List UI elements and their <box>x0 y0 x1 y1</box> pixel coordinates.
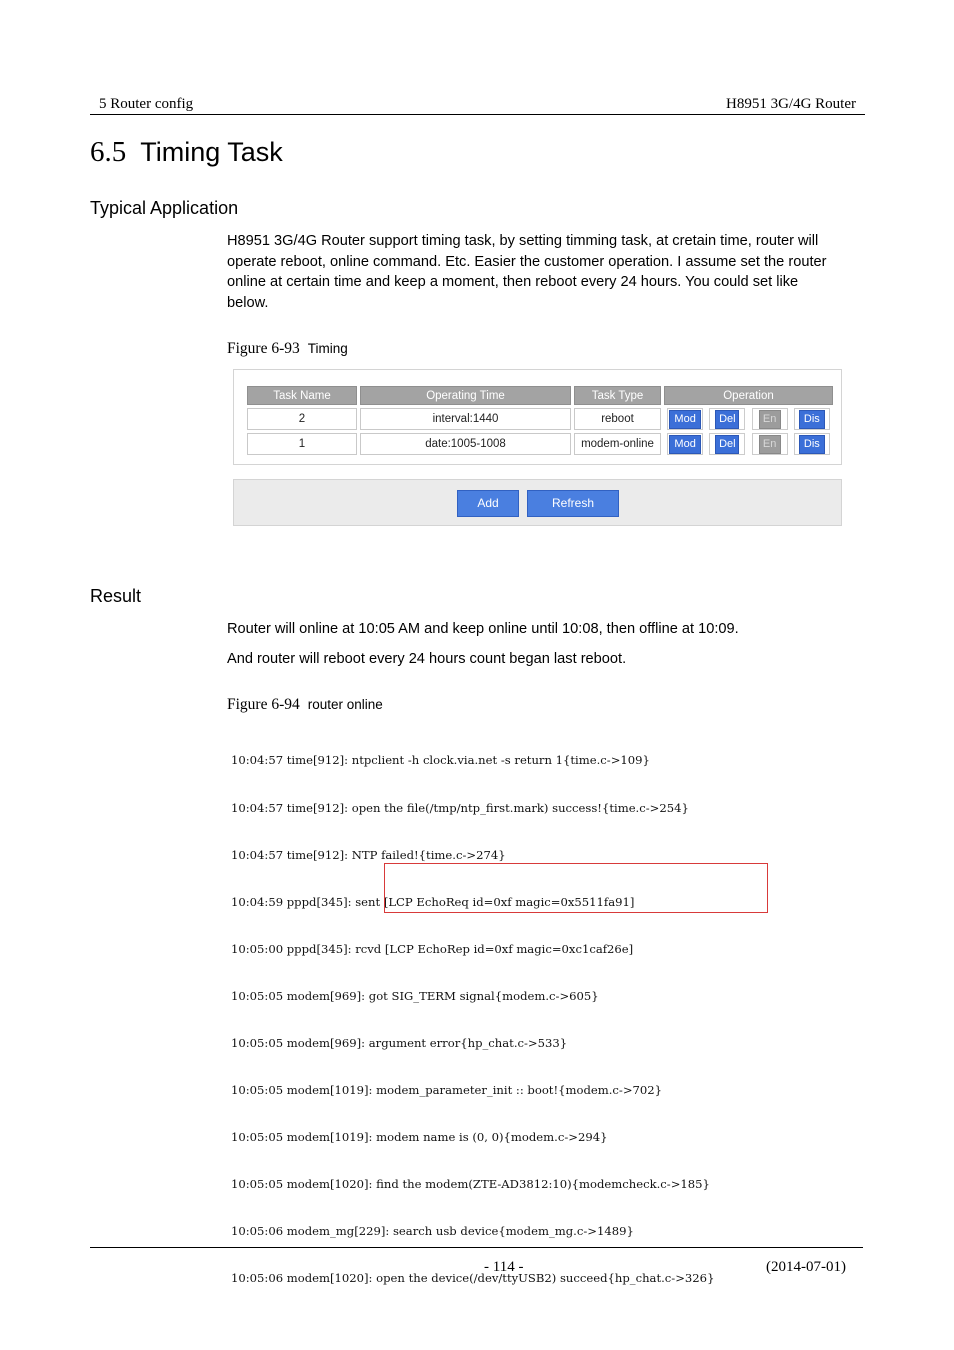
heading-typical-application: Typical Application <box>90 198 239 218</box>
log-line: 10:04:59 pppd[345]: sent [LCP EchoReq id=0xf magic=0x5511fa91] <box>231 894 635 909</box>
header-chapter: 5 Router config <box>99 96 194 112</box>
footer-date: (2014-07-01) <box>766 1259 846 1275</box>
result-line-2: And router will reboot every 24 hours count began last reboot. <box>227 651 627 667</box>
dis-button[interactable]: Dis <box>799 410 825 429</box>
log-line: 10:05:05 modem[1020]: find the modem(ZTE-AD3812:10){modemcheck.c->185} <box>231 1177 710 1192</box>
paragraph-line: below. <box>227 294 269 311</box>
figure-94-number: Figure 6-94 <box>227 696 300 713</box>
log-line: 10:05:06 modem_mg[229]: search usb device{modem_mg.c->1489} <box>231 1224 634 1239</box>
section-title <box>90 136 283 169</box>
log-line: 10:05:05 modem[969]: got SIG_TERM signal{modem.c->605} <box>231 988 599 1003</box>
del-button[interactable]: Del <box>715 435 739 454</box>
log-line: 10:04:57 time[912]: NTP failed!{time.c->274} <box>231 847 506 862</box>
header-rule <box>90 114 865 115</box>
del-slot <box>709 408 745 430</box>
add-button[interactable]: Add <box>457 490 519 517</box>
en-slot <box>752 433 788 455</box>
cell-task-name: 1 <box>247 433 357 455</box>
mod-slot <box>667 408 703 430</box>
cell-operation <box>664 408 833 430</box>
cell-operation <box>664 433 833 455</box>
log-line: 10:05:06 modem[1020]: open the device(/dev/ttyUSB2) succeed{hp_chat.c->326} <box>231 1271 715 1286</box>
highlight-box <box>384 863 768 913</box>
page-number: - 114 - <box>484 1259 524 1275</box>
paragraph-line: operate reboot, online command. Etc. Easier the customer operation. I assume set the router <box>227 253 827 270</box>
table-row <box>247 433 833 455</box>
col-task-name: Task Name <box>247 386 357 405</box>
cell-operating-time: date:1005-1008 <box>360 433 571 455</box>
timing-task-table <box>244 383 836 458</box>
typical-paragraph <box>227 231 867 313</box>
log-line: 10:05:05 modem[1019]: modem_parameter_init :: boot!{modem.c->702} <box>231 1083 663 1098</box>
log-line: 10:05:05 modem[1019]: modem name is (0, 0){modem.c->294} <box>231 1130 608 1145</box>
log-line: 10:05:00 pppd[345]: rcvd [LCP EchoRep id=0xf magic=0xc1caf26e] <box>231 941 634 956</box>
cell-task-name: 2 <box>247 408 357 430</box>
del-button[interactable]: Del <box>715 410 739 429</box>
paragraph-line: online at certain time and keep a moment, then reboot every 24 hours. You could set like <box>227 274 799 291</box>
mod-button[interactable]: Mod <box>669 410 701 429</box>
log-line: 10:04:57 time[912]: ntpclient -h clock.via.net -s return 1{time.c->109} <box>231 753 650 768</box>
heading-result: Result <box>90 586 142 606</box>
paragraph-line: H8951 3G/4G Router support timing task, by setting timming task, at cretain time, router will <box>227 233 819 249</box>
cell-task-type: reboot <box>574 408 661 430</box>
dis-slot <box>794 433 830 455</box>
cell-task-type: modem-online <box>574 433 661 455</box>
dis-button[interactable]: Dis <box>799 435 825 454</box>
figure-93-title: Timing <box>307 341 348 356</box>
mod-slot <box>667 433 703 455</box>
action-bar <box>233 479 842 526</box>
cell-operating-time: interval:1440 <box>360 408 571 430</box>
en-slot <box>752 408 788 430</box>
table-header-row <box>247 386 833 405</box>
footer-rule <box>90 1247 863 1248</box>
router-log <box>231 722 791 1303</box>
en-button[interactable]: En <box>759 410 781 429</box>
col-operation: Operation <box>664 386 833 405</box>
en-button[interactable]: En <box>759 435 781 454</box>
col-operating-time: Operating Time <box>360 386 571 405</box>
log-line: 10:04:57 time[912]: open the file(/tmp/ntp_first.mark) success!{time.c->254} <box>231 800 689 815</box>
table-row <box>247 408 833 430</box>
mod-button[interactable]: Mod <box>669 435 701 454</box>
dis-slot <box>794 408 830 430</box>
log-line: 10:05:05 modem[969]: argument error{hp_chat.c->533} <box>231 1035 568 1050</box>
header-product: H8951 3G/4G Router <box>726 96 856 112</box>
timing-task-panel <box>233 369 842 465</box>
figure-94-title: router online <box>307 697 383 712</box>
figure-93-number: Figure 6-93 <box>227 340 300 357</box>
result-line-1: Router will online at 10:05 AM and keep online until 10:08, then offline at 10:09. <box>227 621 739 637</box>
figure-94-caption <box>227 696 383 714</box>
figure-93-caption <box>227 340 348 358</box>
section-number: 6.5 <box>90 136 127 168</box>
section-title-text: Timing Task <box>140 137 283 167</box>
col-task-type: Task Type <box>574 386 661 405</box>
refresh-button[interactable]: Refresh <box>527 490 619 517</box>
del-slot <box>709 433 745 455</box>
